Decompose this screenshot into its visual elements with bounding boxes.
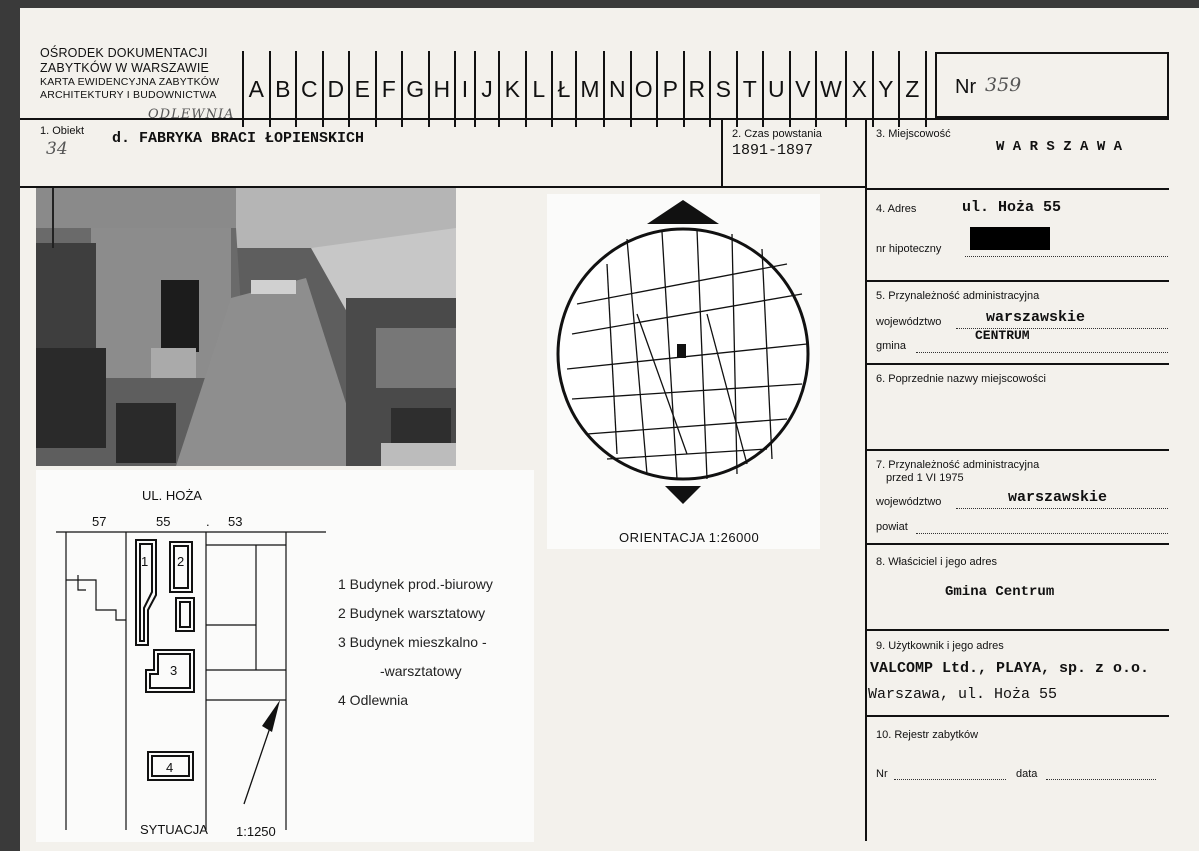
alphabet-letter-l: L [527,51,554,127]
miejscowosc-label: 3. Miejscowość [876,128,951,140]
alphabet-letter-p: P [658,51,685,127]
przed-1975-label: przed 1 VI 1975 [886,472,964,484]
alphabet-letter-i: I [456,51,476,127]
gmina-label: gmina [876,340,906,352]
record-card [20,8,1199,851]
alphabet-letter-k: K [500,51,527,127]
obiekt-value: d. FABRYKA BRACI ŁOPIENSKICH [112,130,365,147]
rejestr-data-label: data [1016,768,1038,780]
miejscowosc-value: W A R S Z A W A [996,139,1123,155]
situation-scale: 1:1250 [236,824,276,839]
przynaleznosc-label: 5. Przynależność administracyjna [876,290,1040,302]
czas-value: 1891-1897 [732,142,814,159]
building-legend [338,570,493,715]
alphabet-letter-x: X [847,51,874,127]
building-label-3: 3 [170,663,178,678]
alphabet-letter-n: N [605,51,632,127]
alphabet-letter-y: Y [874,51,901,127]
plot-number-53: 53 [228,514,243,529]
org-line-4: ARCHITEKTURY I BUDOWNICTWA [40,89,217,101]
alphabet-letter-h: H [430,51,457,127]
wojewodztwo-label: województwo [876,316,942,328]
alphabet-letter-c: C [297,51,324,127]
alphabet-letter-s: S [711,51,738,127]
org-line-2: ZABYTKÓW W WARSZAWIE [40,61,210,75]
org-line-1: OŚRODEK DOKUMENTACJI [40,46,208,60]
poprzednie-nazwy-label: 6. Poprzednie nazwy miejscowości [876,373,1046,385]
situation-title: SYTUACJA [140,822,208,837]
alphabet-letter-b: B [271,51,298,127]
przynaleznosc-1975-label: 7. Przynależność administracyjna [876,459,1040,471]
alphabet-letter-e: E [350,51,377,127]
uzytkownik-label: 9. Użytkownik i jego adres [876,640,1004,652]
alphabet-letter-j: J [476,51,500,127]
legend-item-2: 2 Budynek warsztatowy [338,605,486,621]
org-line-3: KARTA EWIDENCYJNA ZABYTKÓW [40,76,220,88]
plot-number-57: 57 [92,514,107,529]
alphabet-letter-ł: Ł [553,51,577,127]
courtyard-photo-image [36,188,456,466]
rejestr-nr-label: Nr [876,768,888,780]
alphabet-letter-g: G [403,51,430,127]
redaction-bar [970,227,1050,250]
legend-item-4: 4 Odlewnia [338,692,409,708]
orientation-map-panel [547,194,820,549]
legend-item-1: 1 Budynek prod.-biurowy [338,576,493,592]
orientation-caption: ORIENTACJA 1:26000 [619,530,760,545]
building-label-1: 1 [141,554,149,569]
legend-item-3-cont: -warsztatowy [380,663,462,679]
alphabet-letter-z: Z [900,51,927,127]
alphabet-letter-r: R [685,51,712,127]
institution-block [40,46,219,102]
alphabet-letter-a: A [244,51,271,127]
courtyard-photo [36,188,456,466]
wlasciciel-label: 8. Właściciel i jego adres [876,556,998,568]
wojewodztwo-1975-value: warszawskie [1008,489,1108,506]
hipoteczny-label: nr hipoteczny [876,243,942,255]
alphabet-letter-f: F [377,51,404,127]
alphabet-letter-o: O [632,51,659,127]
adres-value: ul. Hoża 55 [962,199,1062,216]
nr-label: Nr [955,76,977,98]
alphabet-letter-m: M [577,51,605,127]
uzytkownik-value-line2: Warszawa, ul. Hoża 55 [868,686,1058,703]
alphabet-letter-d: D [324,51,351,127]
wojewodztwo-1975-label: województwo [876,496,942,508]
powiat-label: powiat [876,521,908,533]
czas-label: 2. Czas powstania [732,128,822,140]
alphabet-letter-w: W [817,51,847,127]
rejestr-label: 10. Rejestr zabytków [876,729,979,741]
obiekt-label: 1. Obiekt [40,125,85,137]
alphabet-letter-u: U [764,51,791,127]
obiekt-handwritten-number: 34 [46,139,68,159]
plot-number-55: 55 [156,514,171,529]
wojewodztwo-value: warszawskie [986,309,1086,326]
legend-item-3: 3 Budynek mieszkalno - [338,634,487,650]
alphabet-letter-v: V [791,51,818,127]
situation-plan-drawing [36,470,336,842]
wlasciciel-value: Gmina Centrum [945,584,1055,600]
obiekt-handwritten-note: ODLEWNIA [148,107,235,122]
gmina-value: CENTRUM [975,328,1030,343]
orientation-map [547,194,820,514]
uzytkownik-value-line1: VALCOMP Ltd., PLAYA, sp. z o.o. [870,660,1150,677]
building-label-2: 2 [177,554,185,569]
building-label-4: 4 [166,760,174,775]
plot-number-dot: . [206,514,210,529]
alphabet-index [242,51,927,127]
adres-label: 4. Adres [876,203,917,215]
street-name: UL. HOŻA [142,488,202,503]
record-number-box [935,52,1169,118]
situation-plan-panel [36,470,534,842]
alphabet-letter-t: T [738,51,765,127]
nr-value: 359 [985,74,1022,96]
